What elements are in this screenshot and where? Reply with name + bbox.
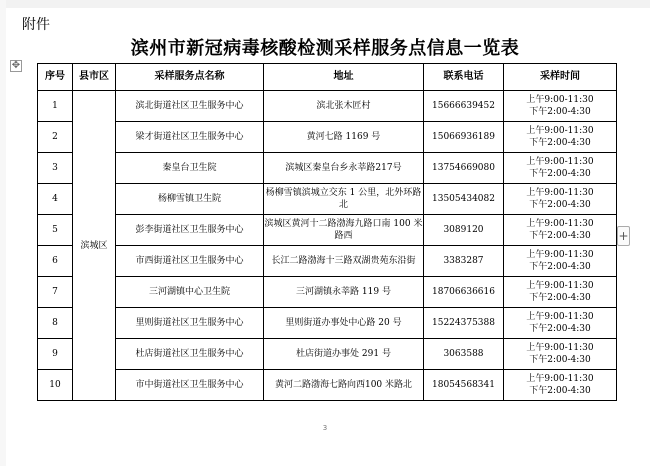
page-top-edge xyxy=(0,0,650,8)
table-move-handle-icon[interactable]: ✥ xyxy=(11,60,21,71)
cell-name: 市西街道社区卫生服务中心 xyxy=(116,246,264,277)
cell-time xyxy=(504,91,617,122)
cell-phone: 15224375388 xyxy=(424,308,504,339)
cell-no: 9 xyxy=(38,339,73,370)
header-time: 采样时间 xyxy=(504,64,617,91)
time-pm: 下午2:00-4:30 xyxy=(529,138,591,148)
time-am: 上午9:00-11:30 xyxy=(526,374,594,384)
table-row xyxy=(38,339,617,370)
cell-no: 2 xyxy=(38,122,73,153)
header-address: 地址 xyxy=(264,64,424,91)
time-pm: 下午2:00-4:30 xyxy=(529,169,591,179)
time-am: 上午9:00-11:30 xyxy=(526,250,594,260)
cell-phone: 15066936189 xyxy=(424,122,504,153)
time-pm: 下午2:00-4:30 xyxy=(529,355,591,365)
time-am: 上午9:00-11:30 xyxy=(526,126,594,136)
page-number: 3 xyxy=(322,424,328,432)
cell-time xyxy=(504,215,617,246)
table-row xyxy=(38,370,617,401)
table-row xyxy=(38,246,617,277)
page-left-edge xyxy=(0,0,6,466)
header-no: 序号 xyxy=(38,64,73,91)
header-district: 县市区 xyxy=(73,64,116,91)
time-pm: 下午2:00-4:30 xyxy=(529,324,591,334)
cell-no: 5 xyxy=(38,215,73,246)
time-am: 上午9:00-11:30 xyxy=(526,219,594,229)
time-am: 上午9:00-11:30 xyxy=(526,188,594,198)
cell-address: 黄河七路 1169 号 xyxy=(264,122,424,153)
header-phone: 联系电话 xyxy=(424,64,504,91)
cell-phone: 3063588 xyxy=(424,339,504,370)
document-title: 滨州市新冠病毒核酸检测采样服务点信息一览表 xyxy=(130,38,520,59)
header-name: 采样服务点名称 xyxy=(116,64,264,91)
cell-time xyxy=(504,153,617,184)
table-row xyxy=(38,308,617,339)
cell-time xyxy=(504,246,617,277)
cell-address: 长江二路渤海十三路双湖贵苑东沿街 xyxy=(264,246,424,277)
cell-address: 杨柳雪镇滨城立交东 1 公里，北外环路北 xyxy=(264,184,424,215)
cell-address: 杜店街道办事处 291 号 xyxy=(264,339,424,370)
table-row xyxy=(38,215,617,246)
cell-name: 市中街道社区卫生服务中心 xyxy=(116,370,264,401)
cell-address: 滨城区黄河十二路渤海九路口南 100 米路西 xyxy=(264,215,424,246)
cell-phone: 15666639452 xyxy=(424,91,504,122)
cell-no: 3 xyxy=(38,153,73,184)
table-row xyxy=(38,153,617,184)
cell-address: 滨城区秦皇台乡永莘路217号 xyxy=(264,153,424,184)
add-column-button[interactable]: + xyxy=(617,226,630,246)
cell-phone: 3383287 xyxy=(424,246,504,277)
annex-label: 附件 xyxy=(22,17,50,33)
table-row xyxy=(38,91,617,122)
cell-no: 10 xyxy=(38,370,73,401)
time-pm: 下午2:00-4:30 xyxy=(529,200,591,210)
cell-phone: 3089120 xyxy=(424,215,504,246)
cell-no: 6 xyxy=(38,246,73,277)
service-point-table xyxy=(37,63,617,401)
cell-no: 4 xyxy=(38,184,73,215)
time-pm: 下午2:00-4:30 xyxy=(529,262,591,272)
time-pm: 下午2:00-4:30 xyxy=(529,231,591,241)
cell-address: 三河湖镇永莘路 119 号 xyxy=(264,277,424,308)
cell-time xyxy=(504,308,617,339)
time-am: 上午9:00-11:30 xyxy=(526,157,594,167)
cell-name: 彭李街道社区卫生服务中心 xyxy=(116,215,264,246)
time-pm: 下午2:00-4:30 xyxy=(529,386,591,396)
cell-name: 秦皇台卫生院 xyxy=(116,153,264,184)
cell-name: 杨柳雪镇卫生院 xyxy=(116,184,264,215)
cell-address: 黄河二路渤海七路向西100 米路北 xyxy=(264,370,424,401)
time-am: 上午9:00-11:30 xyxy=(526,312,594,322)
cell-no: 8 xyxy=(38,308,73,339)
time-am: 上午9:00-11:30 xyxy=(526,95,594,105)
cell-address: 滨北张木匠村 xyxy=(264,91,424,122)
cell-district: 滨城区 xyxy=(73,91,116,401)
cell-no: 7 xyxy=(38,277,73,308)
cell-name: 梁才街道社区卫生服务中心 xyxy=(116,122,264,153)
cell-time xyxy=(504,184,617,215)
cell-phone: 13505434082 xyxy=(424,184,504,215)
cell-time xyxy=(504,277,617,308)
cell-phone: 13754669080 xyxy=(424,153,504,184)
cell-time xyxy=(504,122,617,153)
cell-name: 三河湖镇中心卫生院 xyxy=(116,277,264,308)
time-am: 上午9:00-11:30 xyxy=(526,281,594,291)
cell-no: 1 xyxy=(38,91,73,122)
cell-phone: 18706636616 xyxy=(424,277,504,308)
table-row xyxy=(38,277,617,308)
cell-name: 里则街道社区卫生服务中心 xyxy=(116,308,264,339)
table-row xyxy=(38,122,617,153)
cell-address: 里则街道办事处中心路 20 号 xyxy=(264,308,424,339)
cell-name: 滨北街道社区卫生服务中心 xyxy=(116,91,264,122)
time-am: 上午9:00-11:30 xyxy=(526,343,594,353)
time-pm: 下午2:00-4:30 xyxy=(529,293,591,303)
time-pm: 下午2:00-4:30 xyxy=(529,107,591,117)
cell-time xyxy=(504,370,617,401)
table-row xyxy=(38,184,617,215)
cell-time xyxy=(504,339,617,370)
cell-name: 杜店街道社区卫生服务中心 xyxy=(116,339,264,370)
cell-phone: 18054568341 xyxy=(424,370,504,401)
table-header-row xyxy=(38,64,617,91)
